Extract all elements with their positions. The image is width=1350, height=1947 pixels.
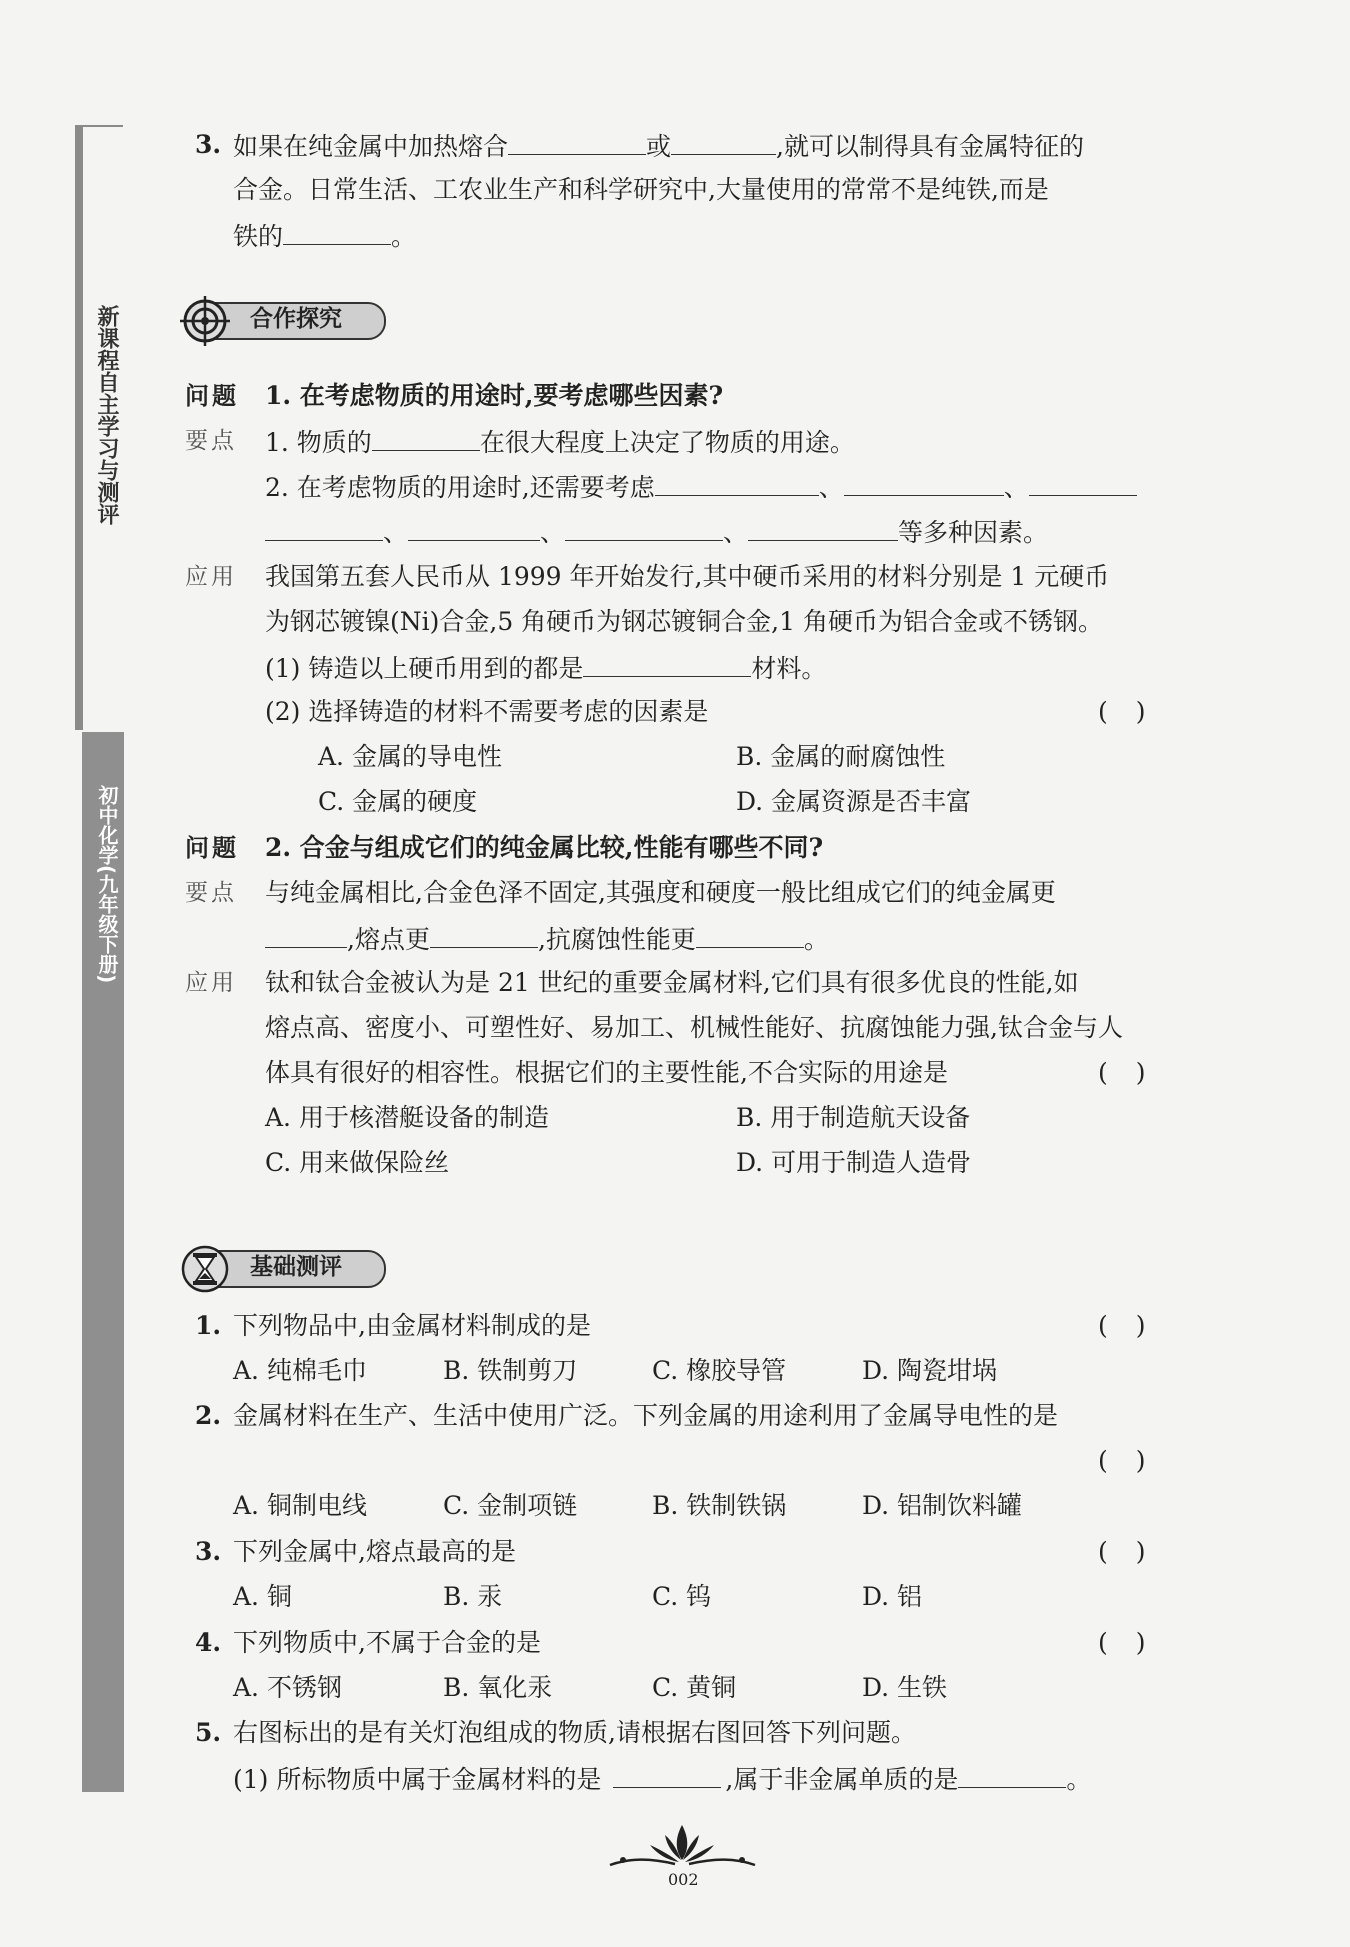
- option-c: C. 金属的硬度: [318, 787, 478, 816]
- test-question: 下列物品中,由金属材料制成的是: [233, 1311, 591, 1340]
- answer-parens: (): [1098, 697, 1174, 726]
- separator: 、: [818, 473, 844, 502]
- q3-line3: [233, 218, 416, 254]
- test-number: 1.: [195, 1311, 222, 1340]
- blank: [508, 128, 646, 155]
- sub-question-1: [265, 650, 826, 686]
- answer-parens: (): [1098, 1311, 1174, 1340]
- problem1-question: 1. 在考虑物质的用途时,要考虑哪些因素?: [265, 381, 724, 410]
- option-d: D. 生铁: [862, 1673, 948, 1702]
- option-a: A. 纯棉毛巾: [233, 1356, 367, 1385]
- key-point-2-cont: [265, 514, 1048, 550]
- problem-tag: 问题: [185, 382, 239, 410]
- q3-text-b: 或: [646, 132, 672, 161]
- option-a: A. 不锈钢: [233, 1673, 342, 1702]
- q5-sub1-text: (1) 所标物质中属于金属材料的是: [233, 1765, 602, 1794]
- sub1-text: (1) 铸造以上硬币用到的都是: [265, 654, 584, 683]
- key-point-2: [265, 469, 1137, 505]
- option-b: B. 铁制铁锅: [652, 1491, 787, 1520]
- blank: [565, 514, 723, 541]
- key-point-1: [265, 424, 855, 460]
- problem2-app-line-3: 体具有很好的相容性。根据它们的主要性能,不合实际的用途是: [265, 1058, 948, 1087]
- q3-text-c: ,就可以制得具有金属特征的: [776, 132, 1084, 161]
- option-c: C. 金制项链: [443, 1491, 578, 1520]
- sidebar-bottom-title: 初中化学(九年级下册): [95, 785, 119, 984]
- option-c: C. 钨: [652, 1582, 712, 1611]
- option-a: A. 金属的导电性: [318, 742, 502, 771]
- problem2-app-line-1: 钛和钛合金被认为是 21 世纪的重要金属材料,它们具有很多优良的性能,如: [265, 968, 1079, 997]
- application-tag: 应用: [185, 564, 237, 590]
- blank: [671, 128, 776, 155]
- key-text-b: ,抗腐蚀性能更: [537, 925, 696, 954]
- option-a: A. 用于核潜艇设备的制造: [265, 1103, 549, 1132]
- answer-parens: (): [1098, 1537, 1174, 1566]
- problem2-key-line-1: 与纯金属相比,合金色泽不固定,其强度和硬度一般比组成它们的纯金属更: [265, 878, 1056, 907]
- blank: [430, 921, 538, 948]
- q3-line3-end: 。: [391, 222, 417, 251]
- key1-text-a: 1. 物质的: [265, 428, 372, 457]
- section-title: 基础测评: [250, 1254, 342, 1280]
- sidebar-top-title: 新课程自主学习与测评: [94, 305, 119, 525]
- key-points-tag: 要点: [185, 428, 237, 454]
- blank: [583, 650, 751, 677]
- application-tag: 应用: [185, 970, 237, 996]
- q5-sub1-end: 。: [1066, 1765, 1092, 1794]
- option-a: A. 铜制电线: [233, 1491, 367, 1520]
- test-question: 下列物质中,不属于合金的是: [233, 1628, 541, 1657]
- option-d: D. 铝: [862, 1582, 923, 1611]
- separator: 、: [540, 518, 566, 547]
- key-points-tag: 要点: [185, 880, 237, 906]
- sub-question-2: (2) 选择铸造的材料不需要考虑的因素是: [265, 697, 709, 726]
- section-header-cooperative: [180, 296, 380, 338]
- page-number: 002: [668, 1870, 699, 1889]
- q3-number: 3.: [195, 130, 222, 159]
- blank: [265, 921, 347, 948]
- option-d: D. 铝制饮料罐: [862, 1491, 1023, 1520]
- q5-sub1-mid: ,属于非金属单质的是: [725, 1765, 959, 1794]
- blank: [283, 218, 391, 245]
- test-question: 金属材料在生产、生活中使用广泛。下列金属的用途利用了金属导电性的是: [233, 1401, 1059, 1430]
- test-number: 2.: [195, 1401, 222, 1430]
- key1-text-b: 在很大程度上决定了物质的用途。: [479, 428, 855, 457]
- blank: [408, 514, 540, 541]
- blank: [844, 469, 1004, 496]
- key-text-a: ,熔点更: [347, 925, 430, 954]
- option-a: A. 铜: [233, 1582, 292, 1611]
- key-text-c: 。: [803, 925, 829, 954]
- application-line-1: 我国第五套人民币从 1999 年开始发行,其中硬币采用的材料分别是 1 元硬币: [265, 562, 1110, 591]
- test-question: 下列金属中,熔点最高的是: [233, 1537, 516, 1566]
- blank: [748, 514, 898, 541]
- section-title: 合作探究: [250, 306, 342, 332]
- test-number: 5.: [195, 1718, 222, 1747]
- option-b: B. 用于制造航天设备: [736, 1103, 971, 1132]
- problem-tag: 问题: [185, 834, 239, 862]
- option-b: B. 汞: [443, 1582, 503, 1611]
- answer-parens: (): [1098, 1058, 1174, 1087]
- q3-line1: [233, 128, 1084, 164]
- blank: [1029, 469, 1137, 496]
- section-header-basic-test: [180, 1244, 380, 1286]
- blank: [655, 469, 819, 496]
- problem2-key-line-2: [265, 921, 829, 957]
- key2-end: 等多种因素。: [898, 518, 1049, 547]
- option-c: C. 黄铜: [652, 1673, 737, 1702]
- answer-parens: (): [1098, 1446, 1174, 1475]
- test-number: 3.: [195, 1537, 222, 1566]
- problem2-app-line-2: 熔点高、密度小、可塑性好、易加工、机械性能好、抗腐蚀能力强,钛合金与人: [265, 1013, 1123, 1042]
- answer-parens: (): [1098, 1628, 1174, 1657]
- test5-sub-question-1: [233, 1761, 1091, 1797]
- blank: [613, 1761, 721, 1788]
- hourglass-icon: [180, 1244, 230, 1294]
- footer-ornament-icon: [605, 1820, 760, 1875]
- separator: 、: [1003, 473, 1029, 502]
- test-number: 4.: [195, 1628, 222, 1657]
- separator: 、: [383, 518, 409, 547]
- blank: [372, 424, 480, 451]
- test-question: 右图标出的是有关灯泡组成的物质,请根据右图回答下列问题。: [233, 1718, 916, 1747]
- option-b: B. 铁制剪刀: [443, 1356, 578, 1385]
- sub1-end: 材料。: [751, 654, 827, 683]
- problem2-question: 2. 合金与组成它们的纯金属比较,性能有哪些不同?: [265, 833, 824, 862]
- option-d: D. 金属资源是否丰富: [736, 787, 972, 816]
- option-c: C. 用来做保险丝: [265, 1148, 450, 1177]
- option-d: D. 可用于制造人造骨: [736, 1148, 972, 1177]
- application-line-2: 为钢芯镀镍(Ni)合金,5 角硬币为钢芯镀铜合金,1 角硬币为铝合金或不锈钢。: [265, 607, 1103, 636]
- option-b: B. 金属的耐腐蚀性: [736, 742, 946, 771]
- q3-line3-text: 铁的: [233, 222, 284, 251]
- blank: [958, 1761, 1066, 1788]
- target-icon: [180, 296, 230, 346]
- separator: 、: [723, 518, 749, 547]
- option-b: B. 氧化汞: [443, 1673, 553, 1702]
- option-d: D. 陶瓷坩埚: [862, 1356, 998, 1385]
- key2-text: 2. 在考虑物质的用途时,还需要考虑: [265, 473, 655, 502]
- blank: [265, 514, 383, 541]
- blank: [696, 921, 804, 948]
- option-c: C. 橡胶导管: [652, 1356, 787, 1385]
- q3-line2: 合金。日常生活、工农业生产和科学研究中,大量使用的常常不是纯铁,而是: [233, 175, 1049, 204]
- q3-text-a: 如果在纯金属中加热熔合: [233, 132, 509, 161]
